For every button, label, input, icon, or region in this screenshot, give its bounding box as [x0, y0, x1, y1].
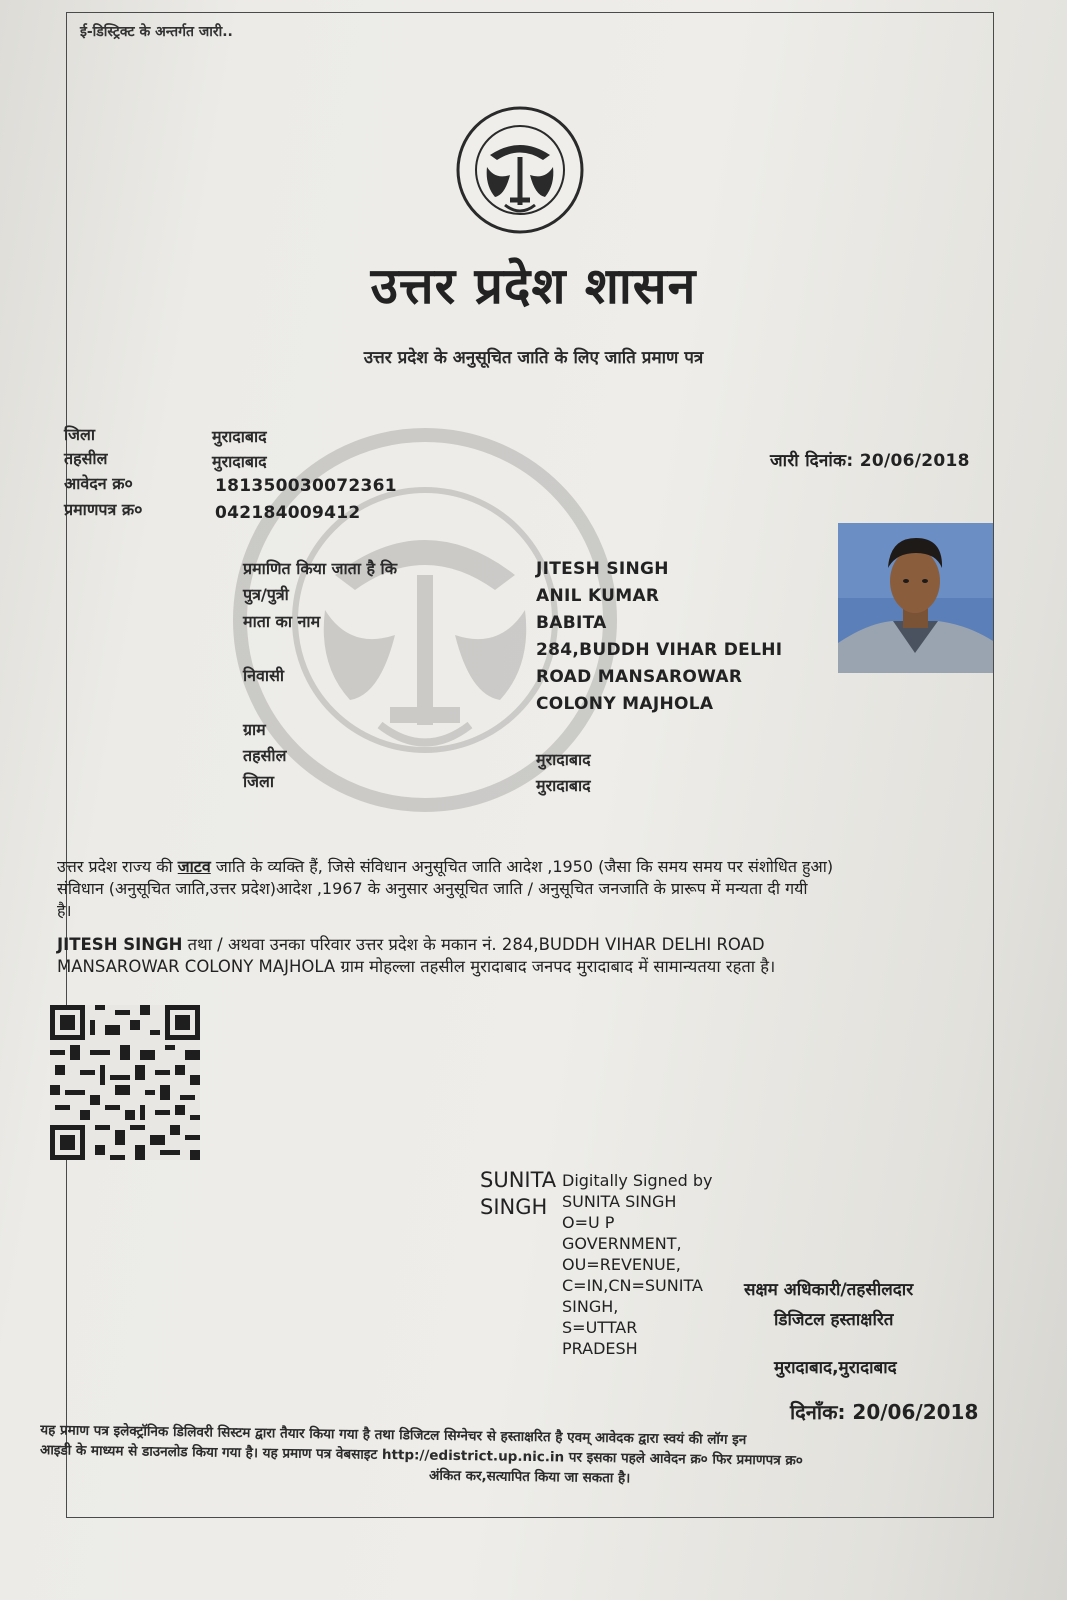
caste-paragraph-line-2: संविधान (अनुसूचित जाति,उत्तर प्रदेश)आदेश ,1967 के अनुसार अनुसूचित जाति / अनुसूचित जनजाति के प्रारूप में मन्यता दी गयी [57, 879, 808, 898]
application-no-label: आवेदन क्र० [64, 474, 133, 493]
officer-date-label: दिनाँक: [790, 1400, 846, 1424]
dsig-line-5: OU=REVENUE, [562, 1255, 681, 1274]
caste-paragraph-line-1 [57, 856, 1007, 878]
certificate-subtitle: उत्तर प्रदेश के अनुसूचित जाति के लिए जाति प्रमाण पत्र [363, 348, 704, 368]
edistrict-note: ई-डिस्ट्रिक्ट के अन्तर्गत जारी.. [80, 24, 233, 40]
issue-date-label: जारी दिनांक: [770, 451, 854, 471]
applicant-photo [838, 523, 993, 673]
dsig-line-7: SINGH, [562, 1297, 619, 1316]
residence-name: JITESH SINGH [57, 935, 183, 954]
up-govt-emblem-icon [455, 105, 585, 235]
person-tehsil-label: तहसील [243, 746, 287, 765]
signer-name-line-2: SINGH [480, 1195, 548, 1219]
issue-date [770, 448, 970, 471]
district-label: जिला [64, 425, 96, 444]
certificate-no-value: 042184009412 [215, 503, 361, 523]
dsig-line-9: PRADESH [562, 1339, 638, 1358]
para1-post: जाति के व्यक्ति हैं, जिसे संविधान अनुसूचित जाति आदेश ,1950 (जैसा कि समय समय पर संशोधित हुआ) [210, 857, 834, 876]
father-name: ANIL KUMAR [536, 586, 660, 606]
issue-date-value: 20/06/2018 [859, 451, 970, 471]
certificate-title: उत्तर प्रदेश शासन [370, 257, 697, 315]
dsig-line-6: C=IN,CN=SUNITA [562, 1276, 703, 1295]
signer-name [480, 1167, 556, 1221]
certified-label: प्रमाणित किया जाता है कि [243, 559, 397, 578]
address-line-2: ROAD MANSAROWAR [536, 667, 743, 687]
dsig-line-3: O=U P [562, 1213, 615, 1232]
certificate-no-label: प्रमाणपत्र क्र० [64, 500, 143, 519]
footer-line-1: यह प्रमाण पत्र इलेक्ट्रॉनिक डिलिवरी सिस्टम द्वारा तैयार किया गया है तथा डिजिटल सिग्नेचर से हस्ताक्षरित है एवम् आवेदक द्वारा स्वयं की लॉग इन [40, 1422, 747, 1449]
footer-line-2: आइडी के माध्यम से डाउनलोड किया गया है। यह प्रमाण पत्र वेबसाइट http://edistrict.up.nic.in पर इसका पहले आवेदन क्र० फिर प्रमाणपत्र क्र० [39, 1442, 803, 1469]
signer-name-line-1: SUNITA [480, 1168, 557, 1192]
caste-paragraph [57, 856, 1007, 922]
dsig-line-2: SUNITA SINGH [562, 1192, 677, 1211]
address-line-1: 284,BUDDH VIHAR DELHI [536, 640, 783, 660]
district-value: मुरादाबाद [212, 427, 267, 446]
officer-designation: सक्षम अधिकारी/तहसीलदार [744, 1280, 914, 1300]
digital-signature-block [562, 1170, 713, 1359]
officer-digital-signed: डिजिटल हस्ताक्षरित [774, 1310, 894, 1330]
para1-pre: उत्तर प्रदेश राज्य की [57, 857, 178, 876]
dsig-line-1: Digitally Signed by [562, 1171, 713, 1190]
son-daughter-label: पुत्र/पुत्री [243, 585, 289, 604]
mother-name: BABITA [536, 613, 607, 633]
footer-line-3: अंकित कर,सत्यापित किया जा सकता है। [428, 1467, 631, 1487]
caste-paragraph-line-3: है। [57, 901, 72, 920]
residence-line-1 [57, 934, 1007, 956]
address-line-3: COLONY MAJHOLA [536, 694, 714, 714]
village-label: ग्राम [243, 720, 266, 739]
dsig-line-4: GOVERNMENT, [562, 1234, 682, 1253]
applicant-name: JITESH SINGH [536, 559, 669, 579]
residence-paragraph [57, 934, 1007, 978]
person-tehsil-value: मुरादाबाद [536, 750, 591, 769]
tehsil-value: मुरादाबाद [212, 452, 267, 471]
tehsil-label: तहसील [64, 449, 108, 468]
person-district-label: जिला [243, 772, 275, 791]
resident-label: निवासी [243, 666, 285, 685]
caste-name: जाटव [177, 857, 211, 876]
mother-label: माता का नाम [243, 612, 321, 631]
officer-date-value: 20/06/2018 [852, 1400, 979, 1424]
qr-code [50, 1005, 200, 1160]
residence-line-1-text: तथा / अथवा उनका परिवार उत्तर प्रदेश के मकान नं. 284,BUDDH VIHAR DELHI ROAD [182, 935, 765, 954]
application-no-value: 181350030072361 [215, 476, 397, 496]
dsig-line-8: S=UTTAR [562, 1318, 638, 1337]
officer-date [790, 1398, 978, 1425]
residence-line-2: MANSAROWAR COLONY MAJHOLA ग्राम मोहल्ला तहसील मुरादाबाद जनपद मुरादाबाद में सामान्यतया रहता है। [57, 957, 776, 976]
person-district-value: मुरादाबाद [536, 776, 591, 795]
officer-place: मुरादाबाद,मुरादाबाद [774, 1358, 897, 1378]
